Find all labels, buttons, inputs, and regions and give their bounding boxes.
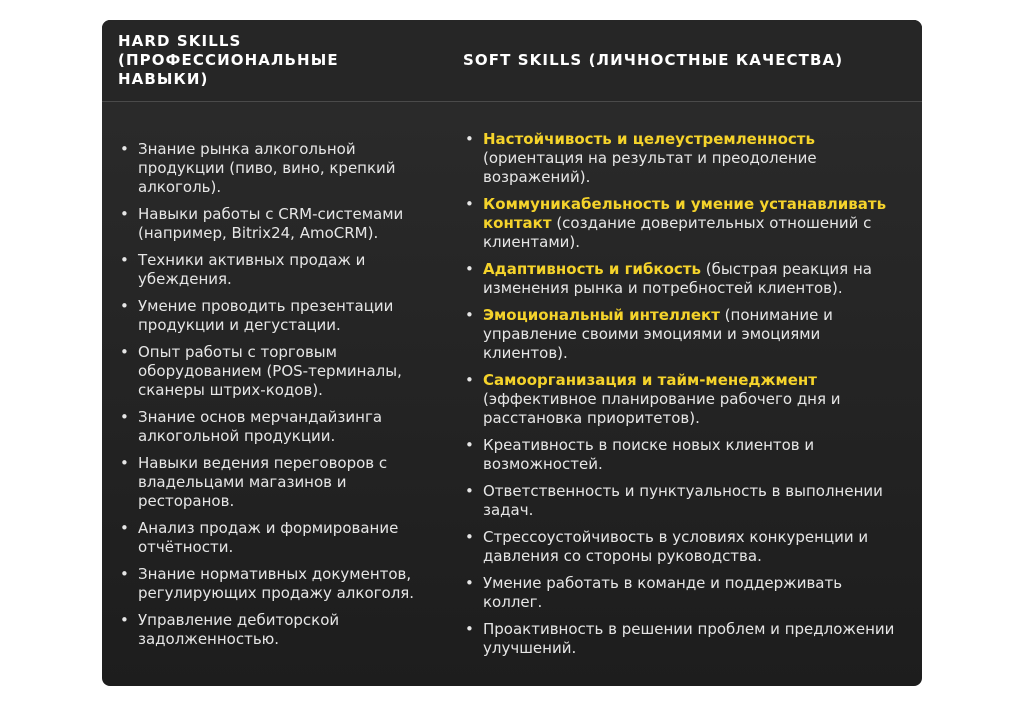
bullet-icon: • [465, 130, 474, 148]
bullet-icon: • [120, 297, 129, 315]
hard-skill-text: Умение проводить презентации продукции и дегустации. [138, 297, 394, 334]
list-item [118, 205, 438, 243]
hard-skill-text: Анализ продаж и формирование отчётности. [138, 519, 399, 556]
list-item [118, 251, 438, 289]
soft-skill-text: Ответственность и пунктуальность в выполнении задач. [483, 482, 883, 519]
list-item [118, 519, 438, 557]
soft-skills-header: SOFT SKILLS (ЛИЧНОСТНЫЕ КАЧЕСТВА) [463, 51, 844, 69]
list-item [463, 436, 903, 474]
soft-skill-highlight: Коммуникабельность и умение устанавливать контакт [483, 195, 887, 232]
list-item [463, 195, 903, 252]
soft-skill-highlight: Самоорганизация и тайм-менеджмент [483, 371, 817, 389]
hard-skills-header: HARD SKILLS (ПРОФЕССИОНАЛЬНЫЕ НАВЫКИ) [118, 32, 339, 88]
bullet-icon: • [465, 195, 474, 213]
list-item [118, 140, 438, 197]
hard-skill-text: Знание нормативных документов, регулирующих продажу алкоголя. [138, 565, 415, 602]
list-item [463, 482, 903, 520]
soft-skills-list [463, 130, 903, 666]
bullet-icon: • [465, 482, 474, 500]
bullet-icon: • [120, 408, 129, 426]
list-item [463, 528, 903, 566]
skills-table [102, 20, 922, 686]
soft-skill-text: Стрессоустойчивость в условиях конкуренции и давления со стороны руководства. [483, 528, 869, 565]
hard-skill-text: Навыки ведения переговоров с владельцами магазинов и ресторанов. [138, 454, 388, 510]
soft-skill-text: (ориентация на результат и преодоление возражений). [483, 149, 817, 186]
bullet-icon: • [120, 565, 129, 583]
soft-skill-text: (создание доверительных отношений с клиентами). [483, 214, 872, 251]
bullet-icon: • [465, 436, 474, 454]
hard-skill-text: Опыт работы с торговым оборудованием (POS-терминалы, сканеры штрих-кодов). [138, 343, 402, 399]
bullet-icon: • [120, 140, 129, 158]
list-item [463, 130, 903, 187]
hard-skill-text: Управление дебиторской задолженностью. [138, 611, 340, 648]
hard-skill-text: Навыки работы с CRM-системами (например, Bitrix24, AmoCRM). [138, 205, 404, 242]
list-item [118, 611, 438, 649]
soft-skill-text: Креативность в поиске новых клиентов и возможностей. [483, 436, 815, 473]
soft-skill-text: (понимание и управление своими эмоциями и эмоциями клиентов). [483, 306, 833, 362]
bullet-icon: • [465, 528, 474, 546]
bullet-icon: • [120, 519, 129, 537]
bullet-icon: • [120, 343, 129, 361]
bullet-icon: • [465, 371, 474, 389]
bullet-icon: • [120, 454, 129, 472]
soft-skill-text: Проактивность в решении проблем и предложении улучшений. [483, 620, 895, 657]
table-header [102, 20, 922, 102]
soft-skill-highlight: Эмоциональный интеллект [483, 306, 720, 324]
list-item [118, 408, 438, 446]
soft-skill-highlight: Адаптивность и гибкость [483, 260, 701, 278]
bullet-icon: • [120, 251, 129, 269]
bullet-icon: • [465, 260, 474, 278]
soft-skill-text: (быстрая реакция на изменения рынка и потребностей клиентов). [483, 260, 872, 297]
hard-skill-text: Знание основ мерчандайзинга алкогольной продукции. [138, 408, 383, 445]
list-item [118, 454, 438, 511]
bullet-icon: • [120, 205, 129, 223]
list-item [463, 574, 903, 612]
list-item [118, 565, 438, 603]
bullet-icon: • [120, 611, 129, 629]
list-item [118, 297, 438, 335]
list-item [118, 343, 438, 400]
hard-skill-text: Знание рынка алкогольной продукции (пиво, вино, крепкий алкоголь). [138, 140, 396, 196]
soft-skill-text: Умение работать в команде и поддерживать коллег. [483, 574, 843, 611]
bullet-icon: • [465, 620, 474, 638]
soft-skill-text: (эффективное планирование рабочего дня и расстановка приоритетов). [483, 390, 841, 427]
soft-skill-highlight: Настойчивость и целеустремленность [483, 130, 815, 148]
bullet-icon: • [465, 574, 474, 592]
list-item [463, 260, 903, 298]
bullet-icon: • [465, 306, 474, 324]
list-item [463, 620, 903, 658]
list-item [463, 306, 903, 363]
list-item [463, 371, 903, 428]
hard-skill-text: Техники активных продаж и убеждения. [138, 251, 366, 288]
hard-skills-list [118, 140, 438, 657]
